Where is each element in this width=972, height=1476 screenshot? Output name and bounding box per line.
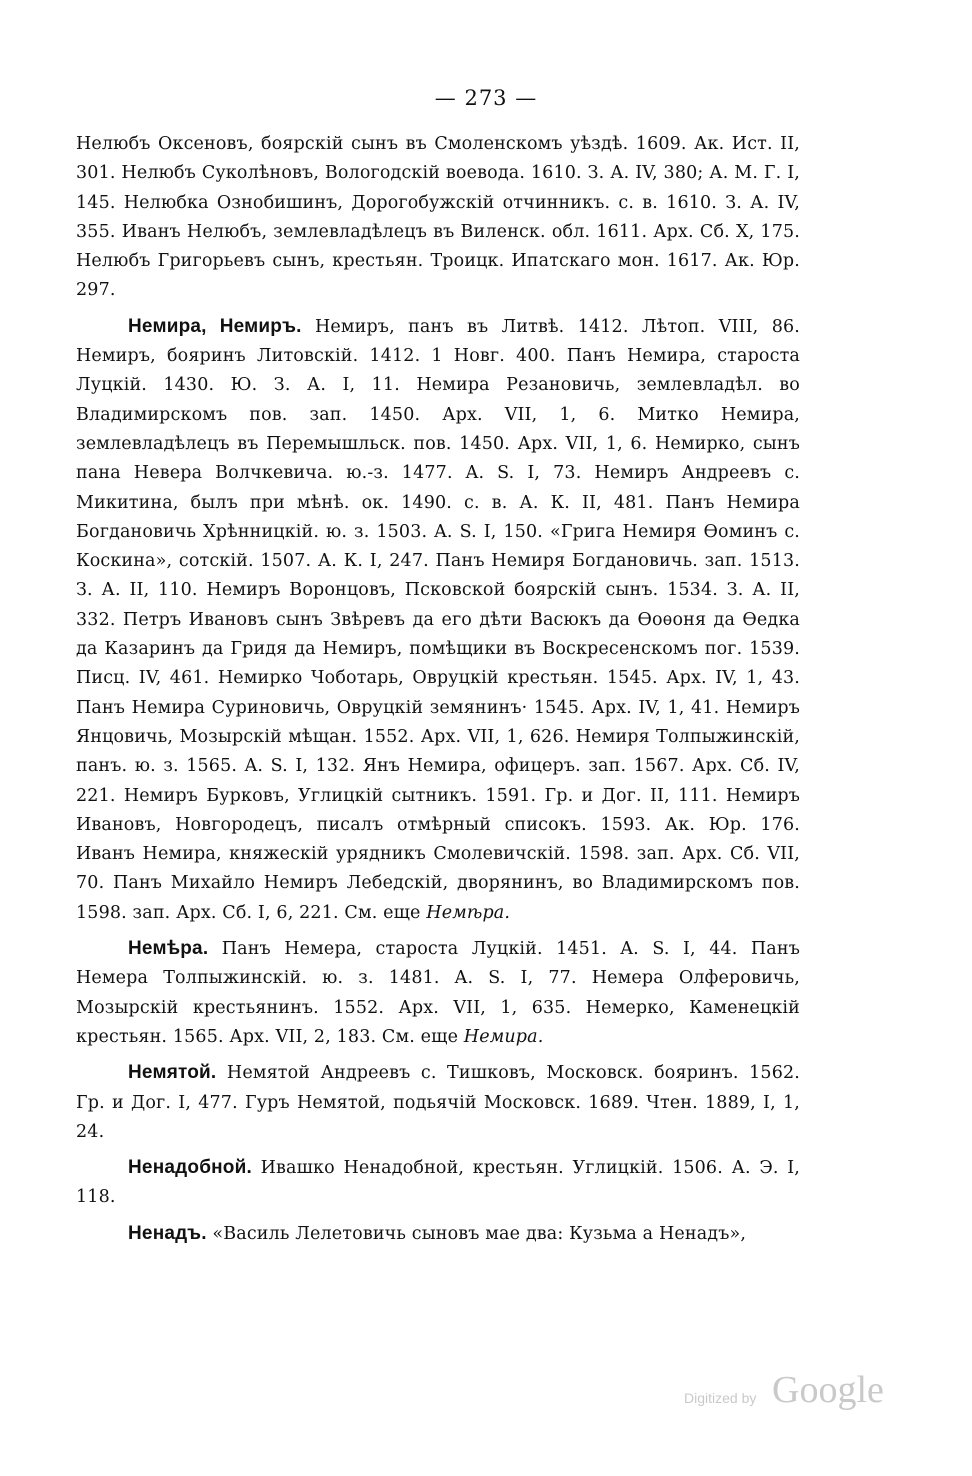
entry-nemyatoy	[76, 1058, 800, 1147]
entry-headword: Немятой.	[128, 1062, 217, 1084]
entry-text: «Василь Лелетовичь сыновъ мае два: Кузьма а Ненадъ»,	[212, 1223, 747, 1244]
see-also-reference: Немира.	[463, 1026, 544, 1047]
entry-text: Немятой Андреевъ с. Тишковъ, Московск. бояринъ. 1562. Гр. и Дог. I, 477. Гуръ Немятой, подьячій Московск. 1689. Чтен. 1889, I, 1, 24.	[76, 1063, 800, 1142]
entry-text: Нелюбъ Оксеновъ, боярскій сынъ въ Смоленскомъ уѣздѣ. 1609. Ак. Ист. II, 301. Нелюбъ Суколѣновъ, Вологодскій воевода. 1610. З. А. IV, 380; А. М. Г. I, 145. Нелюбка Ознобишинъ, Дорогобужскій отчинникъ. с. в. 1610. З. А. IV, 355. Иванъ Нелюбъ, землевладѣлецъ въ Виленск. обл. 1611. Арх. Сб. X, 175. Нелюбъ Григорьевъ сынъ, крестьян. Троицк. Ипатскаго мон. 1617. Ак. Юр. 297.	[76, 134, 800, 301]
google-watermark	[684, 1369, 894, 1416]
page-number: — 273 —	[434, 86, 538, 110]
entry-body: Немиръ, панъ въ Литвѣ. 1412. Лѣтоп. VIII, 86. Немиръ, бояринъ Литовскій. 1412. 1 Новг. 400. Панъ Немира, староста Луцкій. 1430. Ю. З. А. I, 11. Немира Резановичь, землевладѣл. во Владимирскомъ пов. зап. 1450. Арх. VII, 1, 6. Митко Немира, землевладѣлецъ въ Перемышльск. пов. 1450. Арх. VII, 1, 6. Немирко, сынъ пана Невера Волчкевича. ю.-з. 1477. A. S. I, 73. Немиръ Андреевъ с. Микитина, былъ при мѣнѣ. ок. 1490. с. в. А. К. II, 481. Панъ Немира Богдановичь Хрѣнницкій. ю. з. 1503. A. S. I, 150. «Грига Немиря Ѳоминъ с. Коскина», сотскій. 1507. А. К. I, 247. Панъ Немиря Богдановичь. зап. 1513. З. А. II, 110. Немиръ Воронцовъ, Псковской боярскій сынъ. 1534. З. А. II, 332. Петръ Ивановъ сынъ Звѣревъ да его дѣти Васюкъ да Ѳоѳоня да Ѳедка да Казаринъ да Гридя да Немиръ, помѣщики въ Воскресенскомъ пог. 1539. Писц. IV, 461. Немирко Чоботарь, Овруцкій крестьян. 1545. Арх. IV, 1, 43. Панъ Немира Суриновичь, Овруцкій земянинъ· 1545. Арх. IV, 1, 41. Немиръ Янцовичь, Мозырскій мѣщан. 1552. Арх. VII, 1, 626. Немиря Толпыжинскій, панъ. ю. з. 1565. A. S. I, 132. Янъ Немира, офицеръ. зап. 1567. Арх. Сб. IV, 221. Немиръ Бурковъ, Углицкій сытникъ. 1591. Гр. и Дог. II, 111. Немиръ Ивановъ, Новгородецъ, писалъ отмѣрный списокъ. 1593. Ак. Юр. 176. Иванъ Немира, княжескій урядникъ Смолевичскій. 1598. зап. Арх. Сб. VII, 70. Панъ Михайло Немиръ Лебедскій, дворянинъ, во Владимирскомъ пов. 1598. зап. Арх. Сб. I, 6, 221. См. еще	[76, 316, 800, 923]
see-also-reference: Немѣра.	[426, 902, 511, 923]
text-body	[76, 130, 800, 1255]
entry-body: Панъ Немера, староста Луцкій. 1451. A. S. I, 44. Панъ Немера Толпыжинскій. ю. з. 1481. A. S. I, 77. Немера Олферовичь, Мозырскій крестьянинъ. 1552. Арх. VII, 1, 635. Немерко, Каменецкій крестьян. 1565. Арх. VII, 2, 183. См. еще	[76, 939, 800, 1047]
entry-continuation	[76, 130, 800, 306]
entry-text: Ивашко Ненадобной, крестьян. Углицкій. 1506. А. Э. I, 118.	[76, 1158, 800, 1208]
entry-headword: Ненадъ.	[128, 1222, 207, 1244]
entry-nenad	[76, 1219, 800, 1249]
entry-headword: Ненадобной.	[128, 1157, 252, 1179]
entry-headword: Немѣра.	[128, 938, 209, 960]
entry-headword: Немира, Немиръ.	[128, 315, 302, 337]
entry-nemira	[76, 312, 800, 928]
google-logo: Google	[772, 1369, 884, 1411]
entry-nemera	[76, 934, 800, 1052]
entry-nenadobnoy	[76, 1153, 800, 1213]
watermark-prefix: Digitized by	[684, 1390, 757, 1406]
entry-text	[76, 317, 800, 923]
